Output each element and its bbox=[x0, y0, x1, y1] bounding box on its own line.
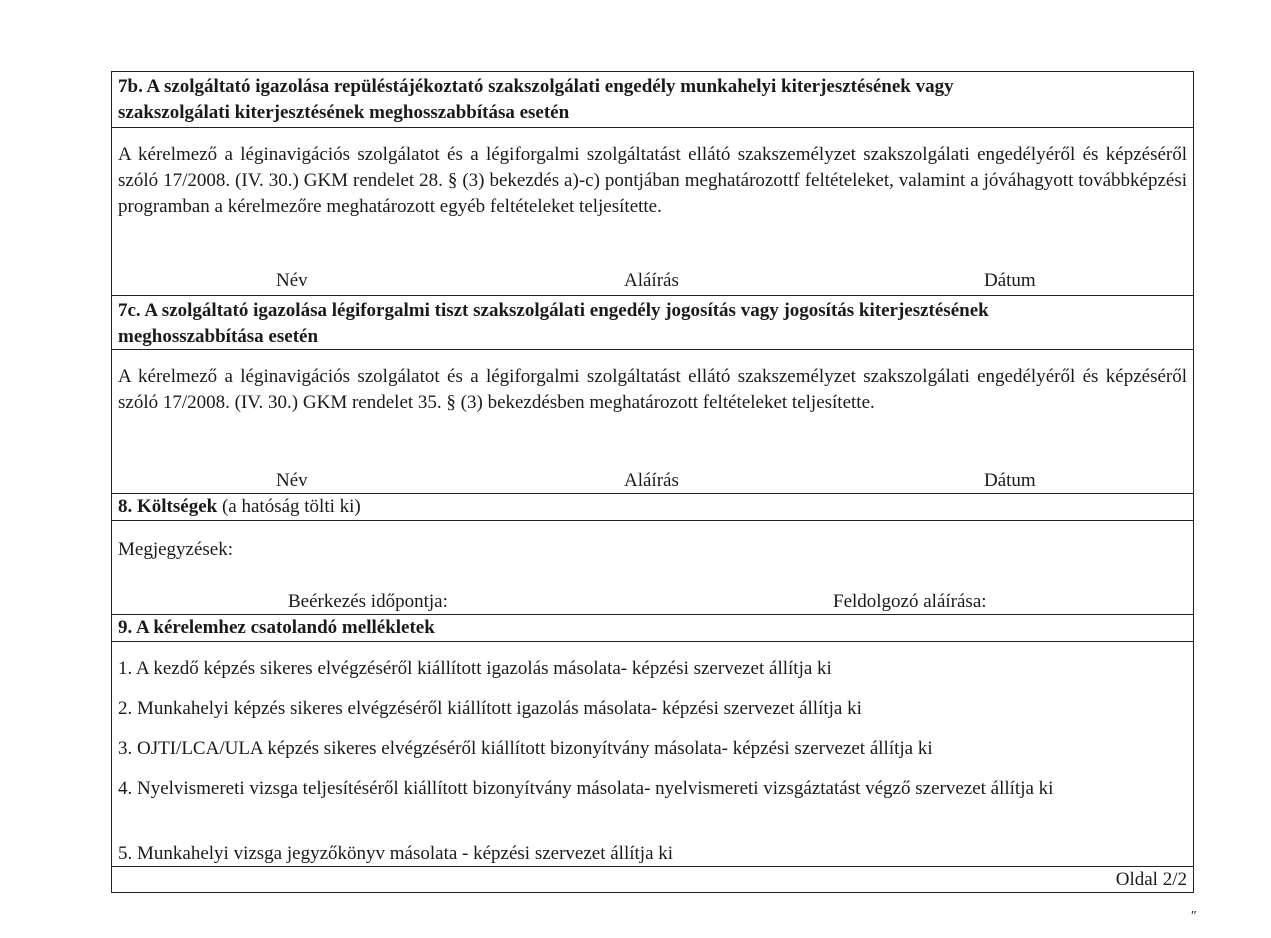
section-7b-text: A kérelmező a léginavigációs szolgálatot és a légiforgalmi szolgáltatást ellátó szakszemélyzet szakszolgálati engedélyéről és képzéséről szóló 17/2008. (IV. 30.) GKM rendelet 28. § (3) bekezdés a)-c) pontjában meghatározottf feltételeket, valamint a jóváhagyott továbbképzési programban a kérelmezőre meghatározott egyéb feltételeket teljesítette. bbox=[118, 144, 1187, 217]
section-8-body bbox=[112, 521, 1193, 615]
page-number: Oldal 2/2 bbox=[1115, 869, 1187, 890]
attachment-item: 3. OJTI/LCA/ULA képzés sikeres elvégzéséről kiállított bizonyítvány másolata- képzési szervezet állítja ki bbox=[118, 738, 933, 759]
section-7b-title-line2: szakszolgálati kiterjesztésének meghosszabbítása esetén bbox=[118, 102, 570, 123]
notes-label: Megjegyzések: bbox=[118, 539, 234, 560]
page-footer bbox=[112, 867, 1193, 892]
section-7b-header bbox=[112, 72, 1193, 128]
signature-label: Aláírás bbox=[624, 270, 679, 291]
section-9-body bbox=[112, 642, 1193, 867]
section-7b-title-line1: 7b. A szolgáltató igazolása repüléstájékoztató szakszolgálati engedély munkahelyi kiterjesztésének vagy bbox=[118, 76, 954, 97]
section-7c-text: A kérelmező a léginavigációs szolgálatot és a légiforgalmi szolgáltatást ellátó szakszemélyzet szakszolgálati engedélyéről és képzéséről szóló 17/2008. (IV. 30.) GKM rendelet 35. § (3) bekezdésben meghatározott feltételeket teljesítette. bbox=[118, 366, 1187, 413]
attachment-item: 2. Munkahelyi képzés sikeres elvégzéséről kiállított igazolás másolata- képzési szervezet állítja ki bbox=[118, 698, 862, 719]
name-label: Név bbox=[276, 270, 308, 291]
processor-signature-label: Feldolgozó aláírása: bbox=[833, 591, 987, 612]
attachment-item: 5. Munkahelyi vizsga jegyzőkönyv másolata - képzési szervezet állítja ki bbox=[118, 843, 674, 864]
section-7b-body bbox=[112, 128, 1193, 296]
section-8-title: 8. Költségek bbox=[118, 496, 218, 517]
attachment-item: 1. A kezdő képzés sikeres elvégzéséről kiállított igazolás másolata- képzési szervezet állítja ki bbox=[118, 658, 832, 679]
arrival-date-label: Beérkezés időpontja: bbox=[288, 591, 448, 612]
attachment-item: 4. Nyelvismereti vizsga teljesítéséről kiállított bizonyítvány másolata- nyelvismereti vizsgáztatást végző szervezet állítja ki bbox=[118, 778, 1054, 799]
section-7c-signature-row bbox=[118, 468, 1187, 494]
section-8-header bbox=[112, 494, 1193, 521]
section-7c-body bbox=[112, 350, 1193, 494]
section-7c-header bbox=[112, 296, 1193, 350]
section-9-title: 9. A kérelemhez csatolandó mellékletek bbox=[118, 617, 435, 638]
name-label: Név bbox=[276, 470, 308, 491]
section-7c-title-line1: 7c. A szolgáltató igazolása légiforgalmi tiszt szakszolgálati engedély jogosítás vagy jogosítás kiterjesztésének bbox=[118, 300, 989, 321]
section-7c-title-line2: meghosszabbítása esetén bbox=[118, 326, 319, 347]
section-8-subtitle: (a hatóság tölti ki) bbox=[217, 496, 361, 517]
section-8-signature-row bbox=[118, 589, 1187, 615]
date-label: Dátum bbox=[984, 270, 1036, 291]
application-form bbox=[111, 71, 1194, 893]
section-9-header bbox=[112, 615, 1193, 642]
signature-label: Aláírás bbox=[624, 470, 679, 491]
section-7b-signature-row bbox=[118, 268, 1187, 294]
date-label: Dátum bbox=[984, 470, 1036, 491]
stray-quote-mark: " bbox=[1190, 909, 1196, 924]
